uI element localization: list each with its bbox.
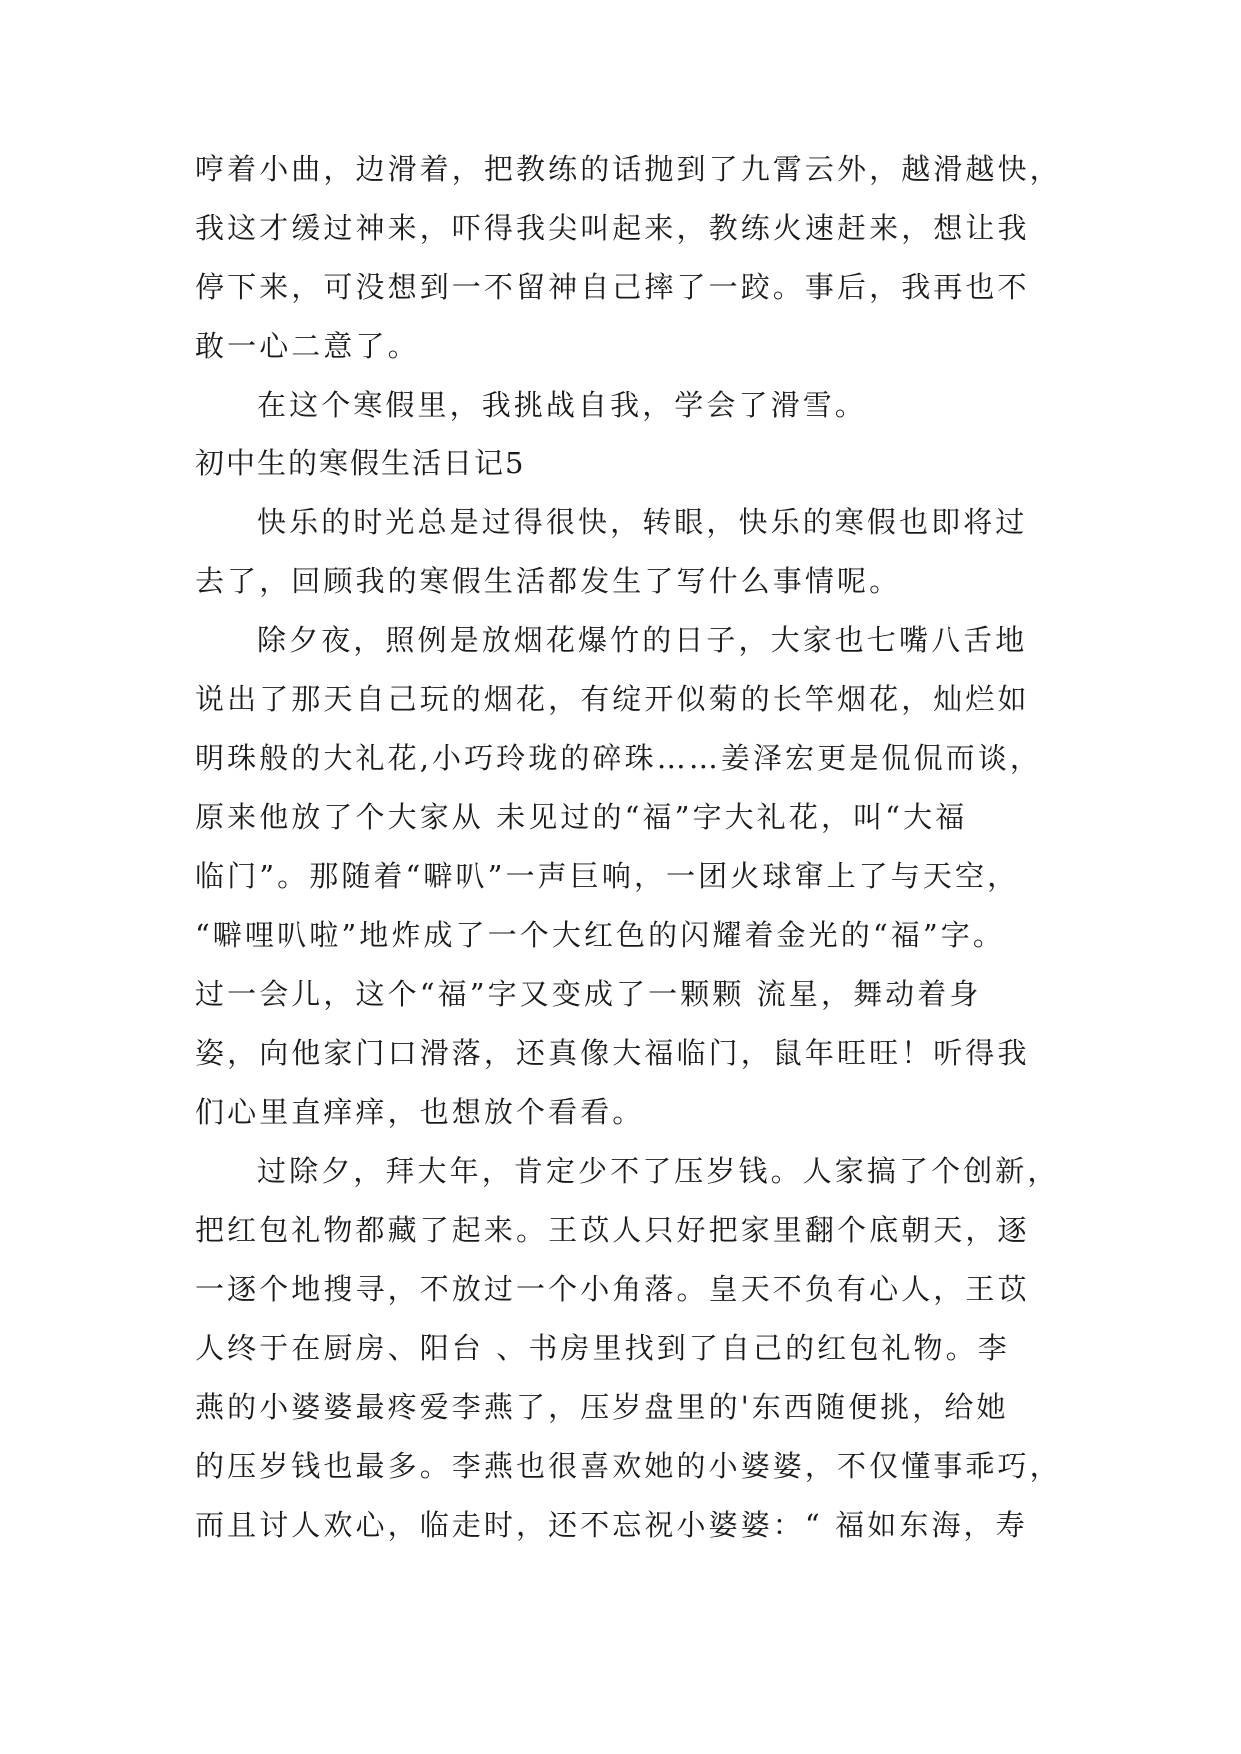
paragraph-line: 明珠般的大礼花,小巧玲珑的碎珠……姜泽宏更是侃侃而谈，	[195, 741, 1042, 775]
paragraph-line: “噼哩叭啦”地炸成了一个大红色的闪耀着金光的“福”字。	[195, 918, 1006, 952]
paragraph-line: 原来他放了个大家从 未见过的“福”字大礼花，叫“大福	[195, 800, 968, 834]
paragraph-line: 除夕夜，照例是放烟花爆竹的日子，大家也七嘴八舌地	[257, 623, 1028, 657]
paragraph-line: 哼着小曲，边滑着，把教练的话抛到了九霄云外，越滑越快，	[195, 152, 1062, 186]
paragraph-line: 把红包礼物都藏了起来。王苡人只好把家里翻个底朝天，逐	[195, 1213, 1030, 1247]
paragraph-line: 敢一心二意了。	[195, 329, 420, 363]
paragraph-line: 的压岁钱也最多。李燕也很喜欢她的小婆婆，不仅懂事乖巧，	[195, 1449, 1062, 1483]
paragraph-line: 快乐的时光总是过得很快，转眼，快乐的寒假也即将过	[257, 505, 1028, 539]
paragraph-line: 而且讨人欢心，临走时，还不忘祝小婆婆：“ 福如东海，寿	[195, 1508, 1028, 1542]
paragraph-line: 停下来，可没想到一不留神自己摔了一跤。事后，我再也不	[195, 270, 1030, 304]
paragraph-line: 我这才缓过神来，吓得我尖叫起来，教练火速赶来，想让我	[195, 211, 1030, 245]
paragraph-line: 去了，回顾我的寒假生活都发生了写什么事情呢。	[195, 564, 902, 598]
paragraph-line: 一逐个地搜寻，不放过一个小角落。皇天不负有心人，王苡	[195, 1272, 1030, 1306]
paragraph-line: 燕的小婆婆最疼爱李燕了，压岁盘里的'东西随便挑，给她	[195, 1390, 1009, 1424]
paragraph-line: 临门”。那随着“噼叭”一声巨响，一团火球窜上了与天空，	[195, 859, 1020, 893]
paragraph-line: 在这个寒假里，我挑战自我，学会了滑雪。	[257, 388, 867, 422]
paragraph-line: 过除夕，拜大年，肯定少不了压岁钱。人家搞了个创新，	[257, 1154, 1060, 1188]
paragraph-line: 姿，向他家门口滑落，还真像大福临门，鼠年旺旺！听得我	[195, 1036, 1030, 1070]
paragraph-line: 说出了那天自己玩的烟花，有绽开似菊的长竿烟花，灿烂如	[195, 682, 1030, 716]
paragraph-line: 过一会儿，这个“福”字又变成了一颗颗 流星，舞动着身	[195, 977, 982, 1011]
paragraph-line: 们心里直痒痒，也想放个看看。	[195, 1095, 645, 1129]
paragraph-line: 人终于在厨房、阳台 、书房里找到了自己的红包礼物。李	[195, 1331, 1010, 1365]
section-heading: 初中生的寒假生活日记5	[195, 446, 526, 480]
